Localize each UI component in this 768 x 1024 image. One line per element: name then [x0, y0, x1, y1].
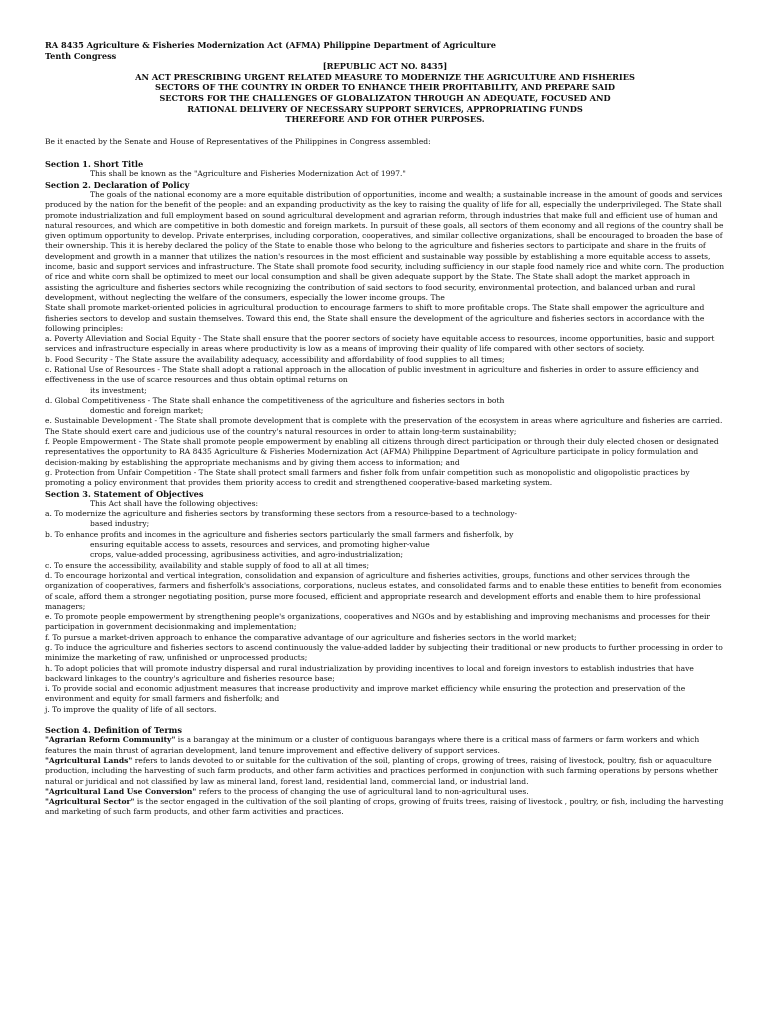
definition-text: is the sector engaged in the cultivation of the soil planting of crops, growing of fruits trees, raising of livestock , poultry, or fish, including the harvesting and marketing of such farm products, and other farm activities and practices.: [45, 797, 724, 817]
section-3-intro: This Act shall have the following objectives:: [90, 498, 259, 508]
section-1-text: This shall be known as the "Agriculture and Fisheries Modernization Act of 1997.": [90, 169, 406, 179]
objective-b-continued-1: ensuring equitable access to assets, resources and services, and promoting higher-value: [90, 540, 430, 550]
definition-text: refers to lands devoted to or suitable for the cultivation of the soil, planting of crops, growing of trees, raising of livestock, poultry, fish or aquaculture production, including the harvesting of such farm products, and other farm activities and practices performed in conjunction with such farming operations by persons whether natural or juridical and not classified by law as mineral land, forest land, residential land, commercial land, or industrial land.: [45, 755, 718, 786]
objective-e: e. To promote people empowerment by strengthening people's organizations, cooperatives and NGOs and by establishing and improving mechanisms and processes for their participation in government decisionmaking and implementation;: [45, 612, 711, 632]
definition-agricultural-lands: [45, 756, 725, 787]
term-agricultural-land-use-conversion: "Agricultural Land Use Conversion": [45, 786, 197, 796]
act-title-line-4: RATIONAL DELIVERY OF NECESSARY SUPPORT SERVICES, APPROPRIATING FUNDS: [187, 103, 583, 114]
principle-b: b. Food Security - The State assure the availability adequacy, accessibility and affordability of food supplies to all times;: [45, 354, 505, 364]
document-header-line-1: RA 8435 Agriculture & Fisheries Modernization Act (AFMA) Philippine Department of Agriculture: [45, 40, 496, 50]
objective-i: i. To provide social and economic adjustment measures that increase productivity and improve market efficiency while ensuring the protection and preservation of the environment and equity for small farmers and fisherfolk; and: [45, 684, 686, 704]
act-title-line-5: THEREFORE AND FOR OTHER PURPOSES.: [285, 114, 485, 125]
section-2-paragraph: The goals of the national economy are a more equitable distribution of opportunities, income and wealth; a sustainable increase in the amount of goods and services produced by the nation for the benefit of the people: and an expanding productivity as the key to raising the quality of life for all, especially the underprivileged. The State shall promote industrialization and full employment based on sound agricultural development and agrarian reform, through industries that make full and efficient use of human and natural resources, and which are competitive in both domestic and foreign markets. In pursuit of these goals, all sectors of them economy and all regions of the country shall be given optimum opportunity to develop. Private enterprises, including corporation, cooperatives, and similar collective organizations, shall be encouraged to broaden the base of their ownership. This it is hereby declared the policy of the State to enable those who belong to the agriculture and fisheries sectors to participate and share in the fruits of development and growth in a manner that utilizes the nation's resources in the most efficient and sustainable way possible by establishing a more equitable access to assets, income, basic and support services and infrastructure. The State shall promote food security, including sufficiency in our staple food namely rice and white corn. The production of rice and white corn shall be optimized to meet our local consumption and shall be given adequate support by the State. The State shall adopt the market approach in assisting the agriculture and fisheries sectors while recognizing the contribution of said sectors to food security, environmental protection, and balanced urban and rural development, without neglecting the welfare of the consumers, especially the lower income groups. The: [45, 189, 725, 302]
term-agricultural-lands: "Agricultural Lands": [45, 755, 133, 765]
definition-agricultural-sector: [45, 797, 725, 818]
document-page: [45, 0, 725, 818]
objective-a-continued: based industry;: [90, 519, 150, 529]
objective-b: b. To enhance profits and incomes in the agriculture and fisheries sectors particularly the small farmers and fisherfolk, by: [45, 529, 514, 539]
objective-c: c. To ensure the accessibility, availability and stable supply of food to all at all times;: [45, 560, 370, 570]
definition-agricultural-land-use-conversion: [45, 787, 725, 797]
document-header-line-2: Tenth Congress: [45, 50, 117, 61]
objective-d: d. To encourage horizontal and vertical integration, consolidation and expansion of agriculture and fisheries activities, groups, functions and other services through the organization of cooperatives, farmers and fisherfolk's associations, corporations, nucleus estates, and consolidated farms and to enable these entities to benefit from economies of scale, afford them a stronger negotiating position, purse more focused, efficient and appropriate research and development efforts and enable them to hire professional managers;: [45, 570, 722, 611]
principle-c-continued: its investment;: [90, 385, 147, 395]
act-title-line-1: AN ACT PRESCRIBING URGENT RELATED MEASURE TO MODERNIZE THE AGRICULTURE AND FISHERIES: [135, 71, 635, 82]
section-3-title: Section 3. Statement of Objectives: [45, 488, 204, 499]
term-agricultural-sector: "Agricultural Sector": [45, 797, 135, 807]
definition-text: is a barangay at the minimum or a cluster of contiguous barangays where there is a critical mass of farmers or farm workers and which features the main thrust of agrarian development, land tenure improvement and effective delivery of support services.: [45, 735, 700, 755]
act-title-line-2: SECTORS OF THE COUNTRY IN ORDER TO ENHANCE THEIR PROFITABILITY, AND PREPARE SAID: [154, 82, 616, 93]
term-agrarian-reform-community: "Agrarian Reform Community": [45, 735, 176, 745]
principle-a: a. Poverty Alleviation and Social Equity - The State shall ensure that the poorer sectors of society have equitable access to resources, income opportunities, basic and support services and infrastructure especially in areas where productivity is low as a means of improving their quality of life compared with other sectors of society.: [45, 334, 715, 354]
objective-b-continued-2: crops, value-added processing, agribusiness activities, and agro-industrialization;: [90, 550, 404, 560]
act-title-line-3: SECTORS FOR THE CHALLENGES OF GLOBALIZATON THROUGH AN ADEQUATE, FOCUSED AND: [159, 92, 611, 103]
objective-a: a. To modernize the agriculture and fisheries sectors by transforming these sectors from a resource-based to a technology-: [45, 509, 518, 519]
principle-c: c. Rational Use of Resources - The State shall adopt a rational approach in the allocation of public investment in agriculture and fisheries in order to assure efficiency and effectiveness in the use of scarce resources and thus obtain optimal returns on: [45, 364, 700, 385]
definition-agrarian-reform-community: [45, 735, 725, 756]
section-2-title: Section 2. Declaration of Policy: [45, 179, 190, 190]
principle-d: d. Global Competitiveness - The State shall enhance the competitiveness of the agriculture and fisheries sectors in both: [45, 395, 505, 405]
principle-d-continued: domestic and foreign market;: [90, 406, 204, 416]
objective-g: g. To induce the agriculture and fisheries sectors to ascend continuously the value-added ladder by subjecting their traditional or new products to further processing in order to minimize the marketing of raw, unfinished or unprocessed products;: [45, 643, 723, 663]
principle-e: e. Sustainable Development - The State shall promote development that is complete with the preservation of the ecosystem in areas where agriculture and fisheries are carried. The State should exert care and judicious use of the country's natural resources in order to attain long-term sustainability;: [45, 416, 723, 436]
objective-f: f. To pursue a market-driven approach to enhance the comparative advantage of our agriculture and fisheries sectors in the world market;: [45, 632, 577, 642]
objective-h: h. To adopt policies that will promote industry dispersal and rural industrialization by providing incentives to local and foreign investors to establish industries that have backward linkages to the country's agriculture and fisheries resource base;: [45, 663, 694, 683]
section-1-title: Section 1. Short Title: [45, 159, 144, 170]
section-2-paragraph-2: State shall promote market-oriented policies in agricultural production to encourage farmers to shift to more profitable crops. The State shall empower the agriculture and fisheries sectors to develop and sustain themselves. Toward this end, the State shall ensure the development of the agriculture and fisheries sectors in accordance with the following principles:: [45, 303, 705, 333]
definition-text: refers to the process of changing the use of agricultural land to non-agricultural uses.: [196, 786, 529, 796]
principle-g: g. Protection from Unfair Competition - The State shall protect small farmers and fisher folk from unfair competition such as monopolistic and oligopolistic practices by promoting a policy environment that provides them priority access to credit and strengthened cooperative-based marketing system.: [45, 467, 690, 488]
republic-act-number: [REPUBLIC ACT NO. 8435]: [322, 61, 448, 72]
objective-j: j. To improve the quality of life of all sectors.: [45, 704, 217, 714]
principle-f: f. People Empowerment - The State shall promote people empowerment by enabling all citizens through direct participation or through their duly elected chosen or designated representatives the opportunity to RA 8435 Agriculture & Fisheries Modernization Act (AFMA) Philippine Department of Agriculture participate in policy formulation and decision-making by establishing the appropriate mechanisms and by giving them access to information; and: [45, 437, 719, 467]
enacting-clause: Be it enacted by the Senate and House of Representatives of the Philippines in Congress assembled:: [45, 136, 431, 146]
section-4-title: Section 4. Definition of Terms: [45, 725, 182, 736]
